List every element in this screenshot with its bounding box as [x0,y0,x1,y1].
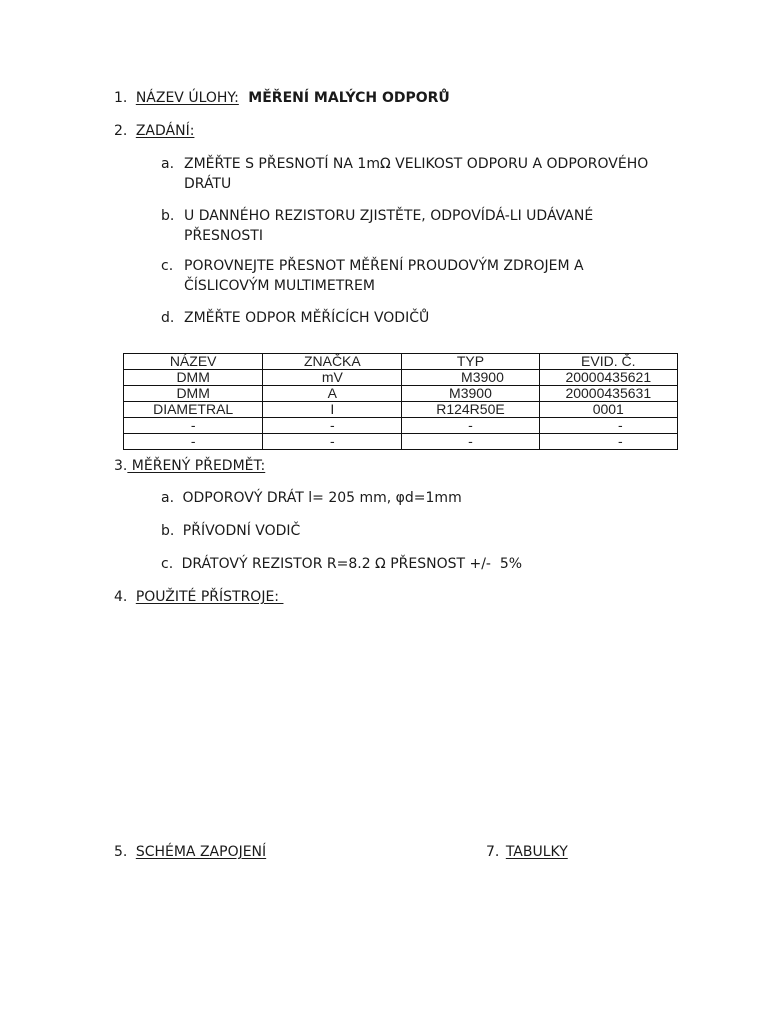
section-5-number: 5. [114,844,128,860]
table-cell: 20000435621 [539,370,677,386]
section-2 [114,123,194,139]
item-letter: b. [161,523,175,539]
item-text: PŘÍVODNÍ VODIČ [182,523,301,539]
section-1-label: NÁZEV ÚLOHY: [135,90,239,106]
table-cell: - [124,418,263,434]
section-2-number: 2. [114,123,128,139]
section-5 [114,844,266,860]
item-letter: b. [161,208,175,224]
column-header-evid: EVID. Č. [539,354,677,370]
table-cell: 0001 [539,402,677,418]
table-row [124,418,678,434]
table-cell: DMM [124,386,263,402]
item-letter: c. [161,258,174,274]
section-2-label: ZADÁNÍ: [135,123,195,139]
table-cell: I [263,402,402,418]
table-row [124,386,678,402]
assignment-item-c [161,256,681,296]
table-cell: - [539,418,677,434]
table-cell: - [539,434,677,450]
item-text-line-1: ZMĚŘTE ODPOR MĚŘÍCÍCH VODIČŮ [184,310,430,326]
section-5-label: SCHÉMA ZAPOJENÍ [135,844,267,860]
table-cell: M3900 [402,386,539,402]
table-cell: A [263,386,402,402]
assignment-item-b [161,206,681,246]
item-letter: c. [161,556,174,572]
section-1-number: 1. [114,90,128,106]
table-cell: - [402,434,539,450]
item-letter: a. [161,490,175,506]
table-row [124,370,678,386]
table-cell: M3900 [402,370,539,386]
item-text-line-1: U DANNÉHO REZISTORU ZJISTĚTE, ODPOVÍDÁ-LI UDÁVANÉ [184,208,594,224]
item-text-line-1: ZMĚŘTE S PŘESNOTÍ NA 1mΩ VELIKOST ODPORU A ODPOROVÉHO [184,156,649,172]
table-row [124,402,678,418]
section-7-number: 7. [486,844,500,860]
table-header-row [124,354,678,370]
item-text-line-1: POROVNEJTE PŘESNOT MĚŘENÍ PROUDOVÝM ZDROJEM A [184,258,584,274]
section-3-number: 3. [114,458,128,474]
section-4 [114,589,283,605]
section-7-label: TABULKY [505,844,568,860]
table-cell: R124R50E [402,402,539,418]
item-letter: d. [161,310,175,326]
section-3-label: MĚŘENÝ PŘEDMĚT: [127,458,266,474]
item-letter: a. [161,156,175,172]
column-header-mark: ZNAČKA [263,354,402,370]
measured-item-c [161,556,522,572]
measured-item-a [161,490,462,506]
task-title: MĚŘENÍ MALÝCH ODPORŮ [248,90,450,106]
item-text-line-2: ČÍSLICOVÝM MULTIMETREM [184,278,375,294]
table-cell: - [124,434,263,450]
assignment-item-d [161,308,681,328]
table-cell: 20000435631 [539,386,677,402]
column-header-name: NÁZEV [124,354,263,370]
table-cell: DMM [124,370,263,386]
table-row [124,434,678,450]
table-cell: - [263,434,402,450]
table-cell: - [263,418,402,434]
table-cell: mV [263,370,402,386]
assignment-item-a [161,154,681,194]
measured-item-b [161,523,300,539]
table-cell: DIAMETRAL [124,402,263,418]
item-text-line-2: DRÁTU [184,176,232,192]
section-3 [114,458,265,474]
item-text-line-2: PŘESNOSTI [184,228,263,244]
section-4-label: POUŽITÉ PŘÍSTROJE: [135,589,284,605]
item-text: ODPOROVÝ DRÁT l= 205 mm, φd=1mm [182,490,462,506]
item-text: DRÁTOVÝ REZISTOR R=8.2 Ω PŘESNOST +/- 5% [181,556,523,572]
instruments-table [123,353,678,450]
column-header-type: TYP [402,354,539,370]
section-7 [486,844,568,860]
table-cell: - [402,418,539,434]
section-1 [114,90,450,106]
section-4-number: 4. [114,589,128,605]
